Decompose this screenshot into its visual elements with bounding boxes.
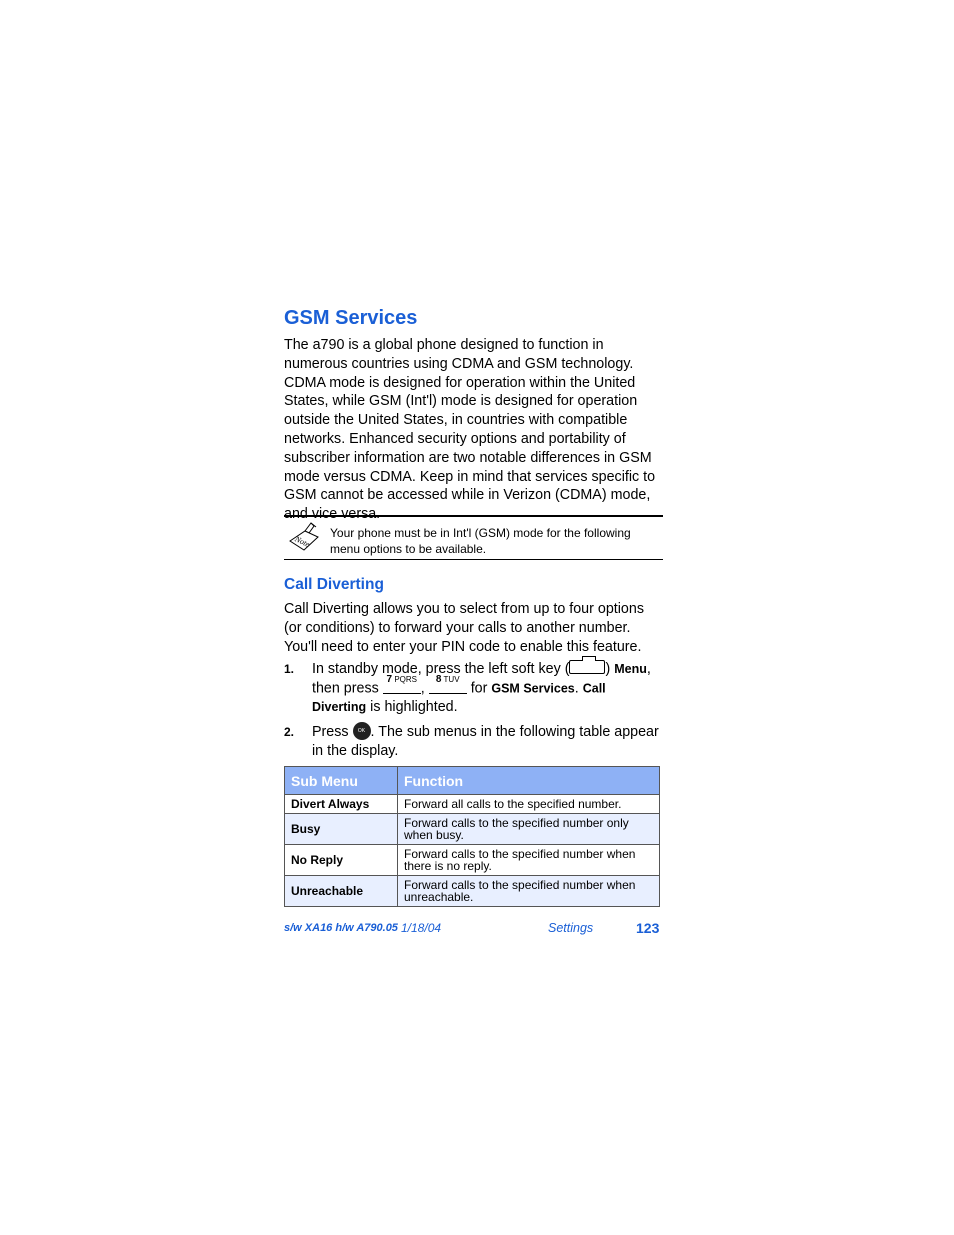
svg-text:Note: Note — [293, 534, 312, 549]
key-7-icon: 7 PQRS — [383, 675, 421, 694]
step-number: 2. — [284, 725, 295, 739]
footer-date: 1/18/04 — [401, 921, 442, 935]
step-number: 1. — [284, 662, 295, 676]
section-paragraph: Call Diverting allows you to select from up to four options (or conditions) to forward your calls to another number. You'll need to enter your PIN code to enable this feature. — [284, 601, 644, 655]
table-cell-submenu: Divert Always — [285, 795, 398, 814]
table-cell-submenu: Busy — [285, 814, 398, 845]
table-cell-function: Forward calls to the specified number only when busy. — [398, 814, 660, 845]
note-icon — [287, 521, 321, 553]
table-cell-function: Forward calls to the specified number when there is no reply. — [398, 845, 660, 876]
table-row — [285, 845, 660, 876]
table-header-row — [285, 767, 660, 795]
table-cell-submenu: Unreachable — [285, 876, 398, 907]
gsm-services-label: GSM Services — [491, 681, 575, 696]
footer-section: Settings — [548, 921, 594, 935]
table-cell-submenu: No Reply — [285, 845, 398, 876]
table-row — [285, 795, 660, 814]
left-soft-key-icon — [569, 660, 605, 674]
table-cell-function: Forward all calls to the specified number. — [398, 795, 660, 814]
note-bottom-rule — [284, 559, 663, 560]
column-header-sub-menu: Sub Menu — [285, 767, 398, 795]
page-number: 123 — [636, 920, 660, 936]
section-title: Call Diverting — [284, 576, 384, 593]
table-cell-function: Forward calls to the specified number when unreachable. — [398, 876, 660, 907]
intro-paragraph: The a790 is a global phone designed to function in numerous countries using CDMA and GSM technology. CDMA mode is designed for operation within the United States, while GSM (Int'l) mode is designed for operation outside the United States, in countries with compatible networks. Enhanced security options and portability of subscriber information are two notable differences in GSM mode versus CDMA. Keep in mind that services specific to GSM cannot be accessed while in Verizon (CDMA) mode, and vice versa. — [284, 337, 656, 523]
call-diverting-label: Call Diverting — [312, 681, 606, 715]
column-header-function: Function — [398, 767, 660, 795]
menu-label: Menu — [614, 662, 647, 676]
note-text: Your phone must be in Int'l (GSM) mode for the following menu options to be available. — [330, 526, 631, 556]
page-title: GSM Services — [284, 307, 418, 329]
table-row — [285, 814, 660, 845]
ok-key-icon: OK — [353, 722, 371, 740]
footer-version: s/w XA16 h/w A790.05 — [284, 922, 398, 934]
table-row — [285, 876, 660, 907]
step-one: In standby mode, press the left soft key ( ) Menu, then press 7 PQRS, 8 TUV for GSM Services. Call Diverting is highlighted. — [312, 661, 651, 716]
note-top-rule — [284, 515, 663, 517]
submenu-table — [284, 766, 660, 907]
key-8-icon: 8 TUV — [429, 675, 467, 694]
step-two: Press OK . The sub menus in the following table appear in the display. — [312, 724, 659, 759]
